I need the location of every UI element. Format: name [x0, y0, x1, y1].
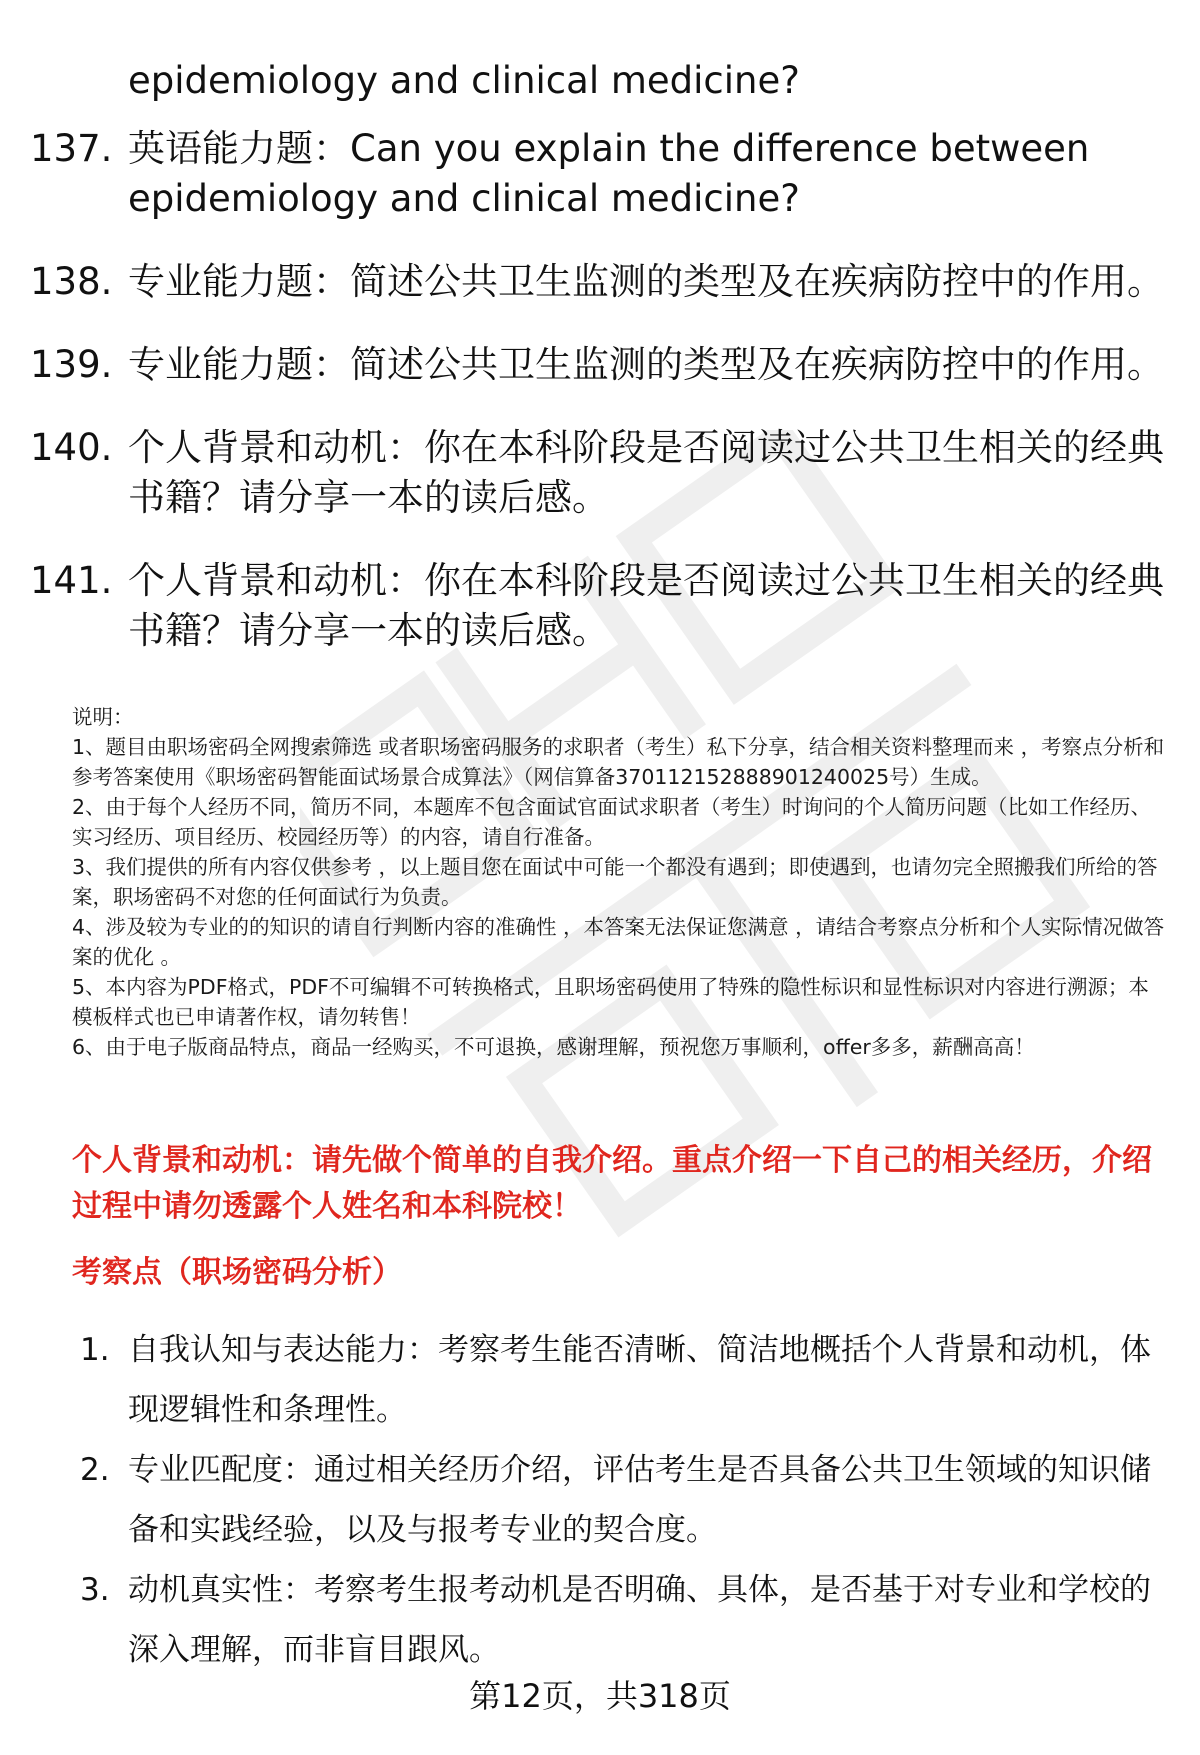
analysis-point	[80, 1560, 1165, 1680]
question-number: 137.	[30, 127, 113, 170]
notes-heading: 说明：	[72, 705, 134, 729]
analysis-heading: 考察点（职场密码分析）	[72, 1255, 402, 1290]
note-item: 4、涉及较为专业的的知识的请自行判断内容的准确性 ，本答案无法保证您满意 ，请结合考察点分析和个人实际情况做答案的优化 。	[72, 915, 1165, 969]
interview-question-title: 个人背景和动机：请先做个简单的自我介绍。重点介绍一下自己的相关经历，介绍过程中请勿透露个人姓名和本科院校！	[72, 1143, 1152, 1224]
question-number: 141.	[30, 559, 113, 602]
point-number: 3.	[80, 1572, 110, 1608]
question-text: 专业能力题：简述公共卫生监测的类型及在疾病防控中的作用。	[128, 343, 1164, 386]
note-item: 5、本内容为PDF格式，PDF不可编辑不可转换格式，且职场密码使用了特殊的隐性标识和显性标识对内容进行溯源；本模板样式也已申请著作权，请勿转售！	[72, 975, 1149, 1029]
question-item	[30, 556, 1170, 656]
analysis-points	[80, 1320, 1165, 1680]
question-number: 139.	[30, 343, 113, 386]
notes-section	[72, 702, 1167, 1062]
note-item: 6、由于电子版商品特点，商品一经购买，不可退换，感谢理解，预祝您万事顺利，offer多多，薪酬高高！	[72, 1035, 1035, 1059]
question-item	[30, 124, 1170, 224]
question-text: 专业能力题：简述公共卫生监测的类型及在疾病防控中的作用。	[128, 260, 1164, 303]
question-number: 140.	[30, 426, 113, 469]
point-number: 2.	[80, 1452, 110, 1488]
question-text: 英语能力题：Can you explain the difference between epidemiology and clinical medicine?	[128, 127, 1090, 220]
question-continuation: epidemiology and clinical medicine?	[128, 59, 800, 102]
analysis-point	[80, 1440, 1165, 1560]
point-text: 专业匹配度：通过相关经历介绍，评估考生是否具备公共卫生领域的知识储备和实践经验，以及与报考专业的契合度。	[128, 1452, 1151, 1548]
question-number: 138.	[30, 260, 113, 303]
question-text: 个人背景和动机：你在本科阶段是否阅读过公共卫生相关的经典书籍？请分享一本的读后感。	[128, 426, 1164, 519]
question-item	[30, 423, 1170, 523]
point-number: 1.	[80, 1332, 110, 1368]
question-item	[30, 257, 1170, 307]
point-text: 自我认知与表达能力：考察考生能否清晰、简洁地概括个人背景和动机，体现逻辑性和条理性。	[128, 1332, 1151, 1428]
question-text: 个人背景和动机：你在本科阶段是否阅读过公共卫生相关的经典书籍？请分享一本的读后感。	[128, 559, 1164, 652]
question-list	[30, 56, 1170, 689]
analysis-point	[80, 1320, 1165, 1440]
note-item: 2、由于每个人经历不同，简历不同，本题库不包含面试官面试求职者（考生）时询问的个人简历问题（比如工作经历、实习经历、项目经历、校园经历等）的内容，请自行准备。	[72, 795, 1152, 849]
note-item: 3、我们提供的所有内容仅供参考 ，以上题目您在面试中可能一个都没有遇到；即使遇到，也请勿完全照搬我们所给的答案，职场密码不对您的任何面试行为负责。	[72, 855, 1158, 909]
point-text: 动机真实性：考察考生报考动机是否明确、具体，是否基于对专业和学校的深入理解，而非盲目跟风。	[128, 1572, 1151, 1668]
question-item	[30, 340, 1170, 390]
page-footer: 第12页，共318页	[469, 1677, 731, 1715]
note-item: 1、题目由职场密码全网搜索筛选 或者职场密码服务的求职者（考生）私下分享，结合相关资料整理而来 ，考察点分析和参考答案使用《职场密码智能面试场景合成算法》（网信算备370112152888901240025号）生成。	[72, 735, 1165, 789]
